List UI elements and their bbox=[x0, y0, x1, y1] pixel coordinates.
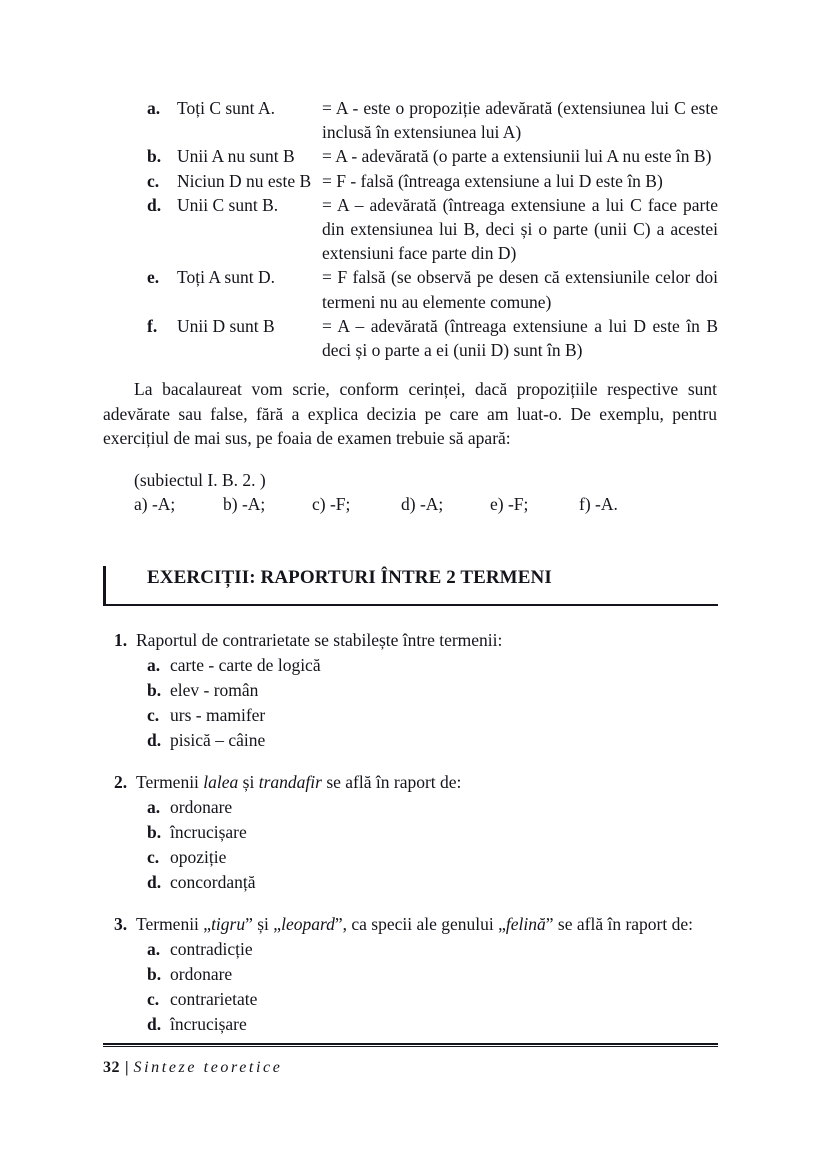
definition-label: e. bbox=[147, 267, 160, 288]
option-text: contradicție bbox=[170, 938, 253, 959]
definition-label: f. bbox=[147, 315, 158, 336]
answer-item: a) -A; bbox=[134, 494, 176, 515]
exercise-option[interactable] bbox=[103, 820, 718, 845]
option-label: c. bbox=[147, 988, 160, 1009]
option-text: ordonare bbox=[170, 796, 233, 817]
exercise-option[interactable] bbox=[103, 987, 718, 1012]
answer-item: d) -A; bbox=[401, 494, 444, 515]
definition-value: = F falsă (se observă pe desen că extensiunile celor doi termeni nu au elemente comune) bbox=[322, 267, 718, 312]
option-label: a. bbox=[147, 654, 161, 675]
footer-title: Sinteze teoretice bbox=[133, 1059, 283, 1076]
option-text: opoziție bbox=[170, 846, 227, 867]
option-text: încrucișare bbox=[170, 1013, 247, 1034]
definition-value: = A – adevărată (întreaga extensiune a lui D este în B deci și o parte a ei (unii D) sunt în B) bbox=[322, 315, 718, 361]
section-divider bbox=[103, 604, 718, 606]
answer-item: e) -F; bbox=[490, 494, 529, 515]
definition-row bbox=[103, 96, 718, 144]
option-label: b. bbox=[147, 963, 162, 984]
definition-label: d. bbox=[147, 194, 162, 215]
exercise-option[interactable] bbox=[103, 653, 718, 678]
definition-label: c. bbox=[147, 170, 160, 191]
definition-value: = A - este o propoziție adevărată (extensiunea lui C este inclusă în extensiunea lui A) bbox=[322, 98, 718, 143]
exercise-option[interactable] bbox=[103, 795, 718, 820]
option-text: carte - carte de logică bbox=[170, 654, 321, 675]
exercise-question bbox=[103, 912, 718, 937]
section-accent-bar bbox=[103, 566, 106, 605]
definition-list bbox=[103, 0, 718, 362]
answer-item: c) -F; bbox=[312, 494, 351, 515]
definition-term: Unii A nu sunt B bbox=[177, 146, 295, 167]
definition-row bbox=[103, 314, 718, 362]
exercise-number: 1. bbox=[114, 629, 128, 650]
exercise-question bbox=[103, 628, 718, 653]
exercise-option[interactable] bbox=[103, 845, 718, 870]
exercise-option[interactable] bbox=[103, 1012, 718, 1037]
answer-item: f) -A. bbox=[579, 494, 618, 515]
section-header bbox=[103, 563, 718, 611]
exercise-question-text: Termenii „tigru” și „leopard”, ca specii ale genului „felină” se află în raport de: bbox=[136, 913, 693, 934]
footer-page-number: 32 bbox=[103, 1059, 120, 1076]
exercise-item bbox=[103, 628, 718, 753]
option-label: c. bbox=[147, 704, 160, 725]
option-label: c. bbox=[147, 846, 160, 867]
exercise-option[interactable] bbox=[103, 937, 718, 962]
page-content bbox=[103, 0, 718, 1037]
definition-row bbox=[103, 193, 718, 266]
section-title: EXERCIȚII: RAPORTURI ÎNTRE 2 TERMENI bbox=[147, 566, 552, 588]
option-label: a. bbox=[147, 938, 161, 959]
exercise-number: 3. bbox=[114, 913, 128, 934]
answer-item: b) -A; bbox=[223, 494, 266, 515]
exercise-option[interactable] bbox=[103, 703, 718, 728]
option-text: ordonare bbox=[170, 963, 233, 984]
footer-divider-thin bbox=[103, 1046, 718, 1047]
definition-value: = A - adevărată (o parte a extensiunii lui A nu este în B) bbox=[322, 146, 712, 167]
option-label: b. bbox=[147, 821, 162, 842]
definition-row bbox=[103, 144, 718, 168]
definition-value: = F - falsă (întreaga extensiune a lui D este în B) bbox=[322, 170, 663, 191]
answer-key-row bbox=[103, 492, 718, 516]
exercise-option[interactable] bbox=[103, 962, 718, 987]
option-text: pisică – câine bbox=[170, 729, 266, 750]
exercise-option[interactable] bbox=[103, 728, 718, 753]
footer-separator: | bbox=[125, 1059, 129, 1076]
exercise-option[interactable] bbox=[103, 870, 718, 895]
option-label: a. bbox=[147, 796, 161, 817]
definition-term: Toți A sunt D. bbox=[177, 267, 275, 288]
option-text: contrarietate bbox=[170, 988, 258, 1009]
definition-term: Unii C sunt B. bbox=[177, 194, 279, 215]
option-text: urs - mamifer bbox=[170, 704, 266, 725]
exercise-item bbox=[103, 770, 718, 895]
exercise-question-text: Raportul de contrarietate se stabilește între termenii: bbox=[136, 629, 503, 650]
body-paragraph: La bacalaureat vom scrie, conform cerinței, dacă propozițiile respective sunt adevărate sau false, fără a explica decizia pe care am luat-o. De exemplu, pentru exercițiul de mai sus, pe foaia de examen trebuie să apară: bbox=[103, 379, 717, 449]
option-label: d. bbox=[147, 1013, 162, 1034]
definition-value: = A – adevărată (întreaga extensiune a lui C face parte din extensiunea lui B, deci și o parte (unii C) a acestei extensiuni face parte din D) bbox=[322, 194, 718, 264]
definition-label: b. bbox=[147, 146, 162, 167]
exercise-question bbox=[103, 770, 718, 795]
exercise-option[interactable] bbox=[103, 678, 718, 703]
definition-label: a. bbox=[147, 98, 161, 118]
definition-term: Unii D sunt B bbox=[177, 315, 275, 336]
exercise-number: 2. bbox=[114, 771, 128, 792]
subject-line: (subiectul I. B. 2. ) bbox=[134, 469, 266, 490]
footer-text bbox=[103, 1059, 718, 1077]
option-text: încrucișare bbox=[170, 821, 247, 842]
definition-row bbox=[103, 265, 718, 313]
page-footer bbox=[103, 1043, 718, 1077]
exercise-item bbox=[103, 912, 718, 1037]
option-label: d. bbox=[147, 871, 162, 892]
definition-row bbox=[103, 169, 718, 193]
option-text: elev - român bbox=[170, 679, 259, 700]
option-label: b. bbox=[147, 679, 162, 700]
option-label: d. bbox=[147, 729, 162, 750]
definition-term: Niciun D nu este B bbox=[177, 170, 312, 191]
option-text: concordanță bbox=[170, 871, 256, 892]
exercise-question-text: Termenii lalea și trandafir se află în raport de: bbox=[136, 771, 462, 792]
definition-term: Toți C sunt A. bbox=[177, 98, 275, 118]
